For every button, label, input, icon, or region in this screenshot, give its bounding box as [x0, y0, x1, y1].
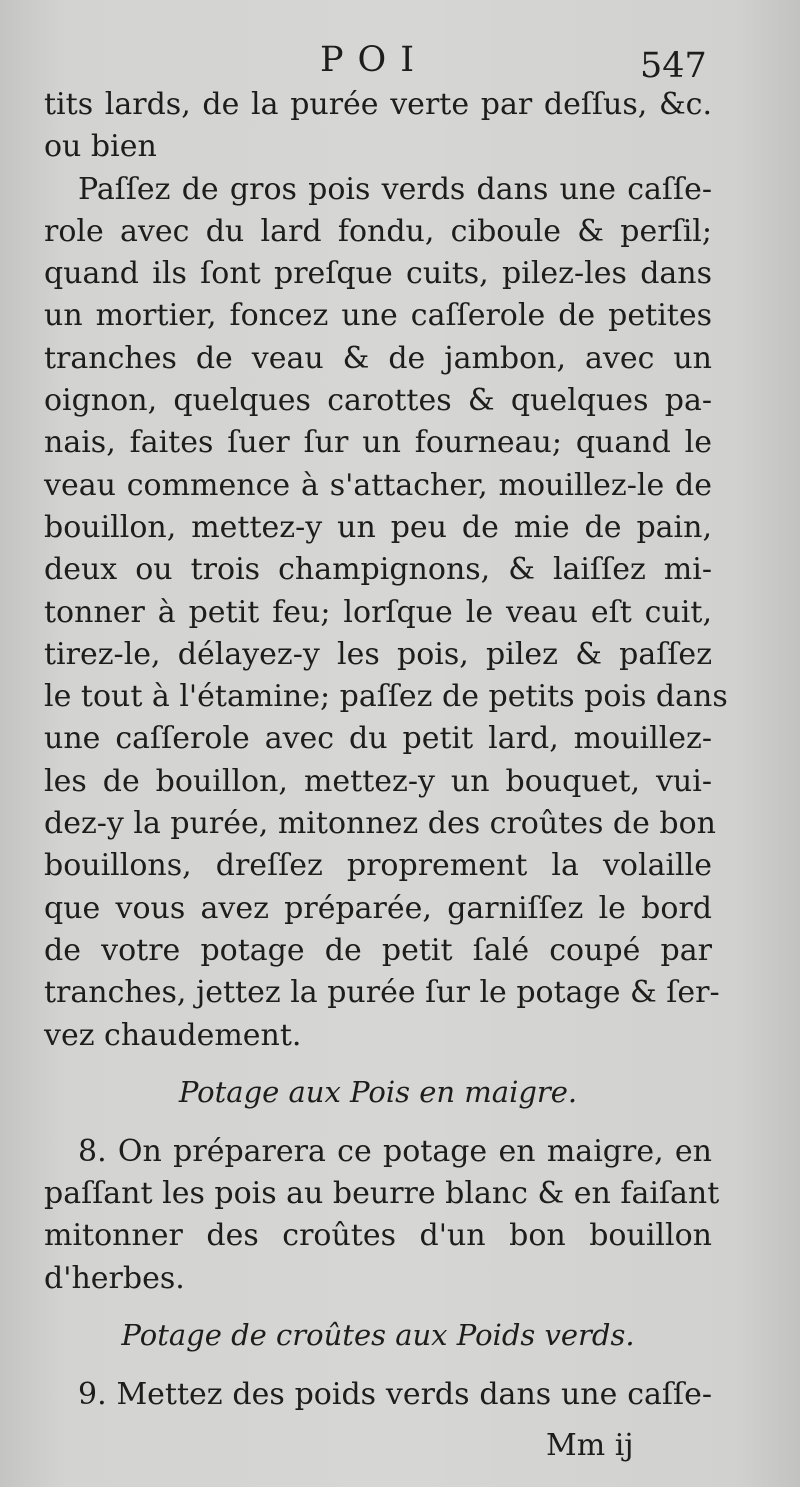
running-head: POI: [320, 40, 429, 80]
text-line: tranches de veau & de jambon, avec un: [44, 340, 712, 376]
text-line: paſſant les pois au beurre blanc & en faiſant: [44, 1176, 720, 1212]
text-line: tits lards, de la purée verte par deſſus, &c.: [44, 87, 712, 122]
text-line: tonner à petit feu; lorſque le veau eſt cuit,: [44, 594, 712, 630]
text-line: un mortier, foncez une caſſerole de petites: [44, 298, 712, 334]
text-line: dez-y la purée, mitonnez des croûtes de bon: [44, 806, 716, 842]
text-line: quand ils ſont preſque cuits, pilez-les dans: [44, 256, 712, 292]
text-line: bouillon, mettez-y un peu de mie de pain,: [44, 509, 712, 545]
text-line: role avec du lard fondu, ciboule & perſil;: [44, 213, 712, 249]
section-heading: Potage aux Pois en maigre.: [178, 1074, 578, 1109]
text-line: de votre potage de petit ſalé coupé par: [44, 932, 712, 968]
signature-mark: Mm ij: [546, 1428, 634, 1463]
text-line: 8. On préparera ce potage en maigre, en: [78, 1133, 712, 1169]
text-line: nais, faites ſuer ſur un fourneau; quand le: [44, 425, 712, 461]
page-header: [0, 40, 800, 90]
section-heading: Potage de croûtes aux Poids verds.: [121, 1318, 635, 1353]
body-text: [44, 84, 728, 1416]
text-line: veau commence à s'attacher, mouillez-le de: [44, 467, 712, 503]
text-line: d'herbes.: [44, 1260, 185, 1296]
text-line: mitonner des croûtes d'un bon bouillon: [44, 1218, 712, 1254]
text-line: tranches, jettez la purée ſur le potage & ſer-: [44, 975, 720, 1011]
text-line: vez chaudement.: [44, 1017, 302, 1053]
text-line: deux ou trois champignons, & laiſſez mi-: [44, 552, 712, 588]
text-line: que vous avez préparée, garniſſez le bord: [44, 890, 712, 926]
text-line: oignon, quelques carottes & quelques pa-: [44, 383, 712, 419]
text-line: les de bouillon, mettez-y un bouquet, vui-: [44, 763, 712, 799]
text-line: 9. Mettez des poids verds dans une caſſe-: [78, 1377, 712, 1413]
text-line: Paſſez de gros pois verds dans une caſſe-: [78, 171, 712, 207]
text-line: ou bien: [44, 129, 157, 165]
text-line: le tout à l'étamine; paſſez de petits pois dans: [44, 679, 728, 715]
text-line: tirez-le, délayez-y les pois, pilez & paſſez: [44, 636, 712, 672]
text-line: bouillons, dreſſez proprement la volaille: [44, 848, 712, 884]
text-line: une caſſerole avec du petit lard, mouillez-: [44, 721, 712, 757]
page-number: 547: [640, 46, 707, 86]
